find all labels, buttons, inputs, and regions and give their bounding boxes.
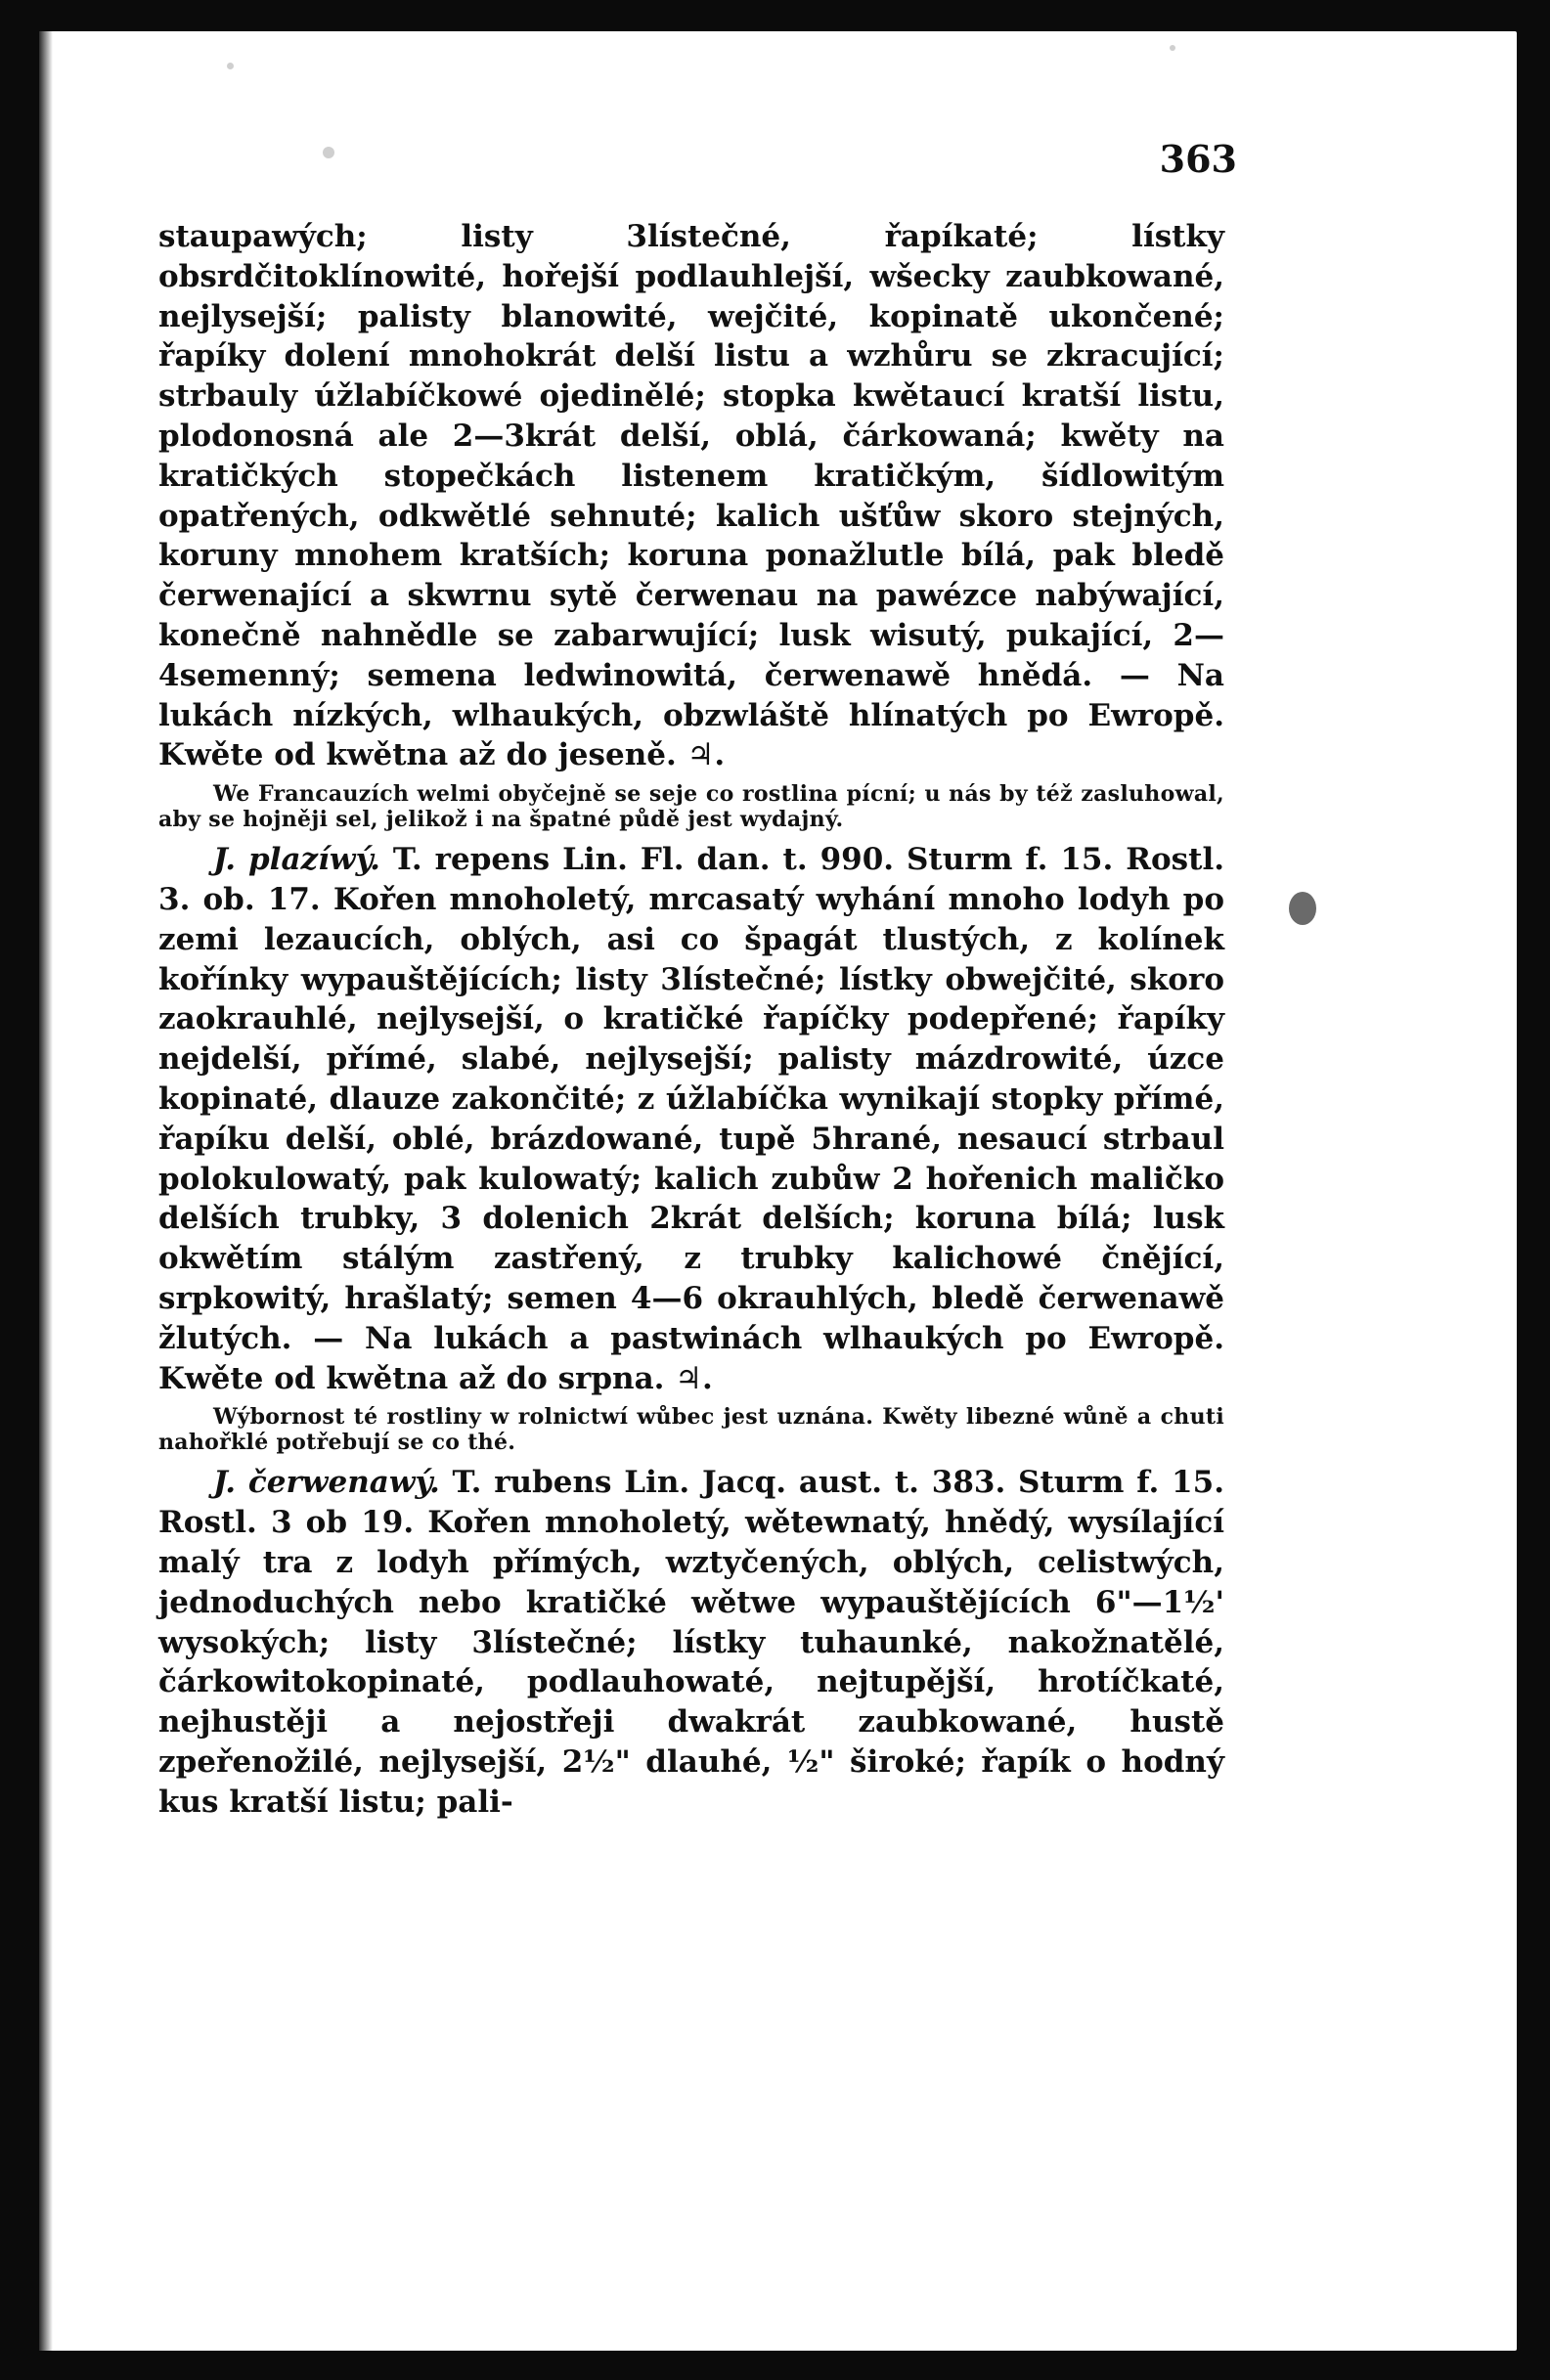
- species-description: T. rubens Lin. Jacq. aust. t. 383. Sturm f. 15. Rostl. 3 ob 19. Kořen mnoholetý, wětewnatý, hnědý, wysílající malý tra z lodyh přímých, wztyčených, oblých, celistwých, jednoduchých nebo kratičké wětwe wypauštějících 6"—1½' wysokých; listy 3lístečné; lístky tuhaunké, nakožnatělé, čárkowitokopinaté, podlauhowaté, nejtupější, hrotíčkaté, nejhustěji a nejostřeji dwakrát zaubkowané, hustě zpeřenožilé, nejlysejší, 2½" dlauhé, ½" široké; řapík o hodný kus kratší listu; pali-: [158, 1465, 1224, 1820]
- page-number: 363: [1159, 137, 1237, 181]
- species-description: T. repens Lin. Fl. dan. t. 990. Sturm f. 15. Rostl. 3. ob. 17. Kořen mnoholetý, mrcasatý wyhání mnoho lodyh po zemi lezaucích, oblých, asi co špagát tlustých, z kolínek kořínky wypauštějících; listy 3lístečné; lístky obwejčité, skoro zaokrauhlé, nejlysejší, o kratičké řapíčky podepřené; řapíky nejdelší, přímé, slabé, nejlysejší; palisty mázdrowité, úzce kopinaté, dlauze zakončité; z úžlabíčka wynikají stopky přímé, řapíku delší, oblé, brázdowané, tupě 5hrané, nesaucí strbaul polokulowatý, pak kulowatý; kalich zubůw 2 hořenich maličko delších trubky, 3 dolenich 2krát delších; koruna bílá; lusk okwětím stálým zastřený, z trubky kalichowé čnějící, srpkowitý, hrašlatý; semen 4—6 okrauhlých, bledě čerwenawě žlutých. — Na lukách a pastwinách wlhaukých po Ewropě. Kwěte od kwětna až do srpna. ♃.: [158, 842, 1225, 1396]
- species-name: J. čerwenawý.: [213, 1465, 440, 1501]
- species-name: J. plazíwý.: [213, 842, 380, 878]
- margin-blot: [1289, 892, 1316, 925]
- page-body: [158, 217, 1224, 1822]
- speck: [1170, 45, 1175, 51]
- speck: [323, 147, 334, 158]
- body-paragraph: staupawých; listy 3lístečné, řapíkaté; lístky obsrdčitoklínowité, hořejší podlauhlejší, wšecky zaubkowané, nejlysejší; palisty blanowité, wejčité, kopinatě ukončené; řapíky dolení mnohokrát delší listu a wzhůru se zkracující; strbauly úžlabíčkowé ojedinělé; stopka kwětaucí kratší listu, plodonosná ale 2—3krát delší, oblá, čárkowaná; kwěty na kratičkých stopečkách listenem kratičkým, šídlowitým opatřených, odkwětlé sehnuté; kalich ušťůw skoro stejných, koruny mnohem kratších; koruna ponažlutle bílá, pak bledě čerwenající a skwrnu sytě čerwenau na pawézce nabýwající, konečně nahnědle se zabarwující; lusk wisutý, pukající, 2—4semenný; semena ledwinowitá, čerwenawě hnědá. — Na lukách nízkých, wlhaukých, obzwláště hlínatých po Ewropě. Kwěte od kwětna až do jeseně. ♃.: [158, 219, 1224, 773]
- speck: [227, 63, 234, 69]
- species-entry: [158, 840, 1224, 1398]
- species-entry: [158, 1463, 1224, 1822]
- footnote: We Francauzích welmi obyčejně se seje co rostlina pícní; u nás by též zasluhowal, aby se hojněji sel, jelikož i na špatné půdě jest wydajný.: [158, 781, 1224, 833]
- footnote: Wýbornost té rostliny w rolnictwí wůbec jest uznána. Kwěty libezné wůně a chuti nahořklé potřebují se co thé.: [158, 1404, 1224, 1456]
- binding-shadow: [39, 31, 53, 2351]
